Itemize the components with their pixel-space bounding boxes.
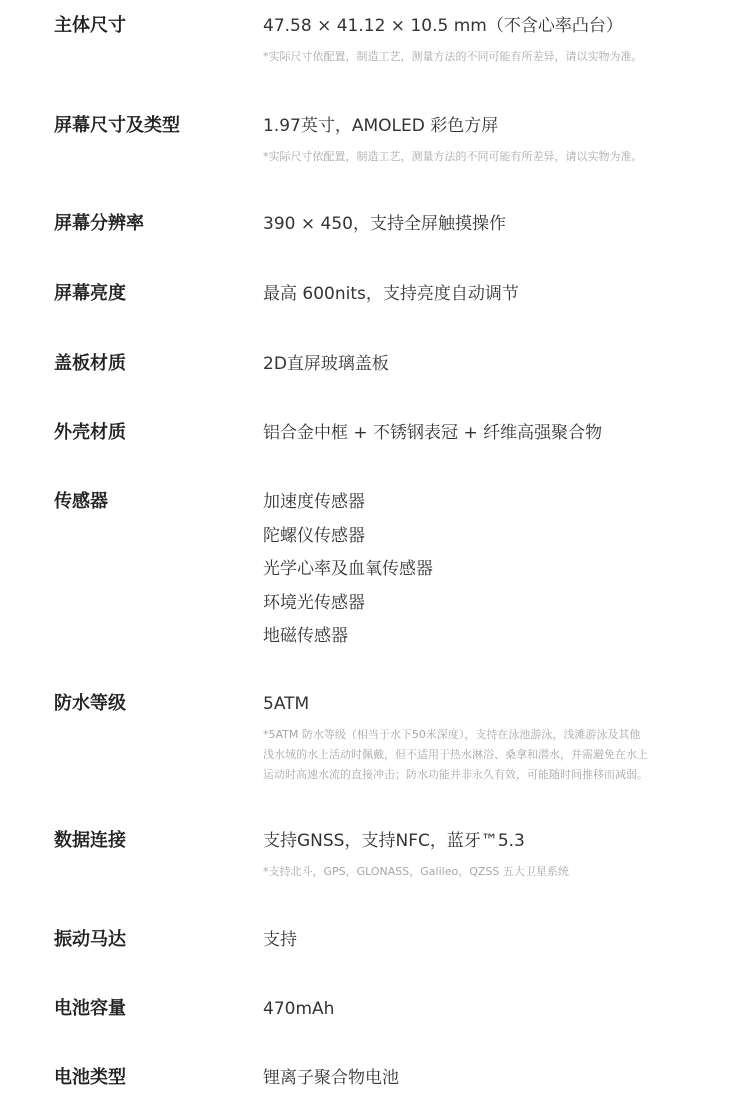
spec-value-block — [263, 353, 703, 375]
spec-label: 传感器 — [54, 491, 108, 512]
spec-label: 外壳材质 — [54, 422, 126, 443]
sensor-item: 加速度传感器 — [263, 492, 365, 512]
spec-value-block — [263, 283, 703, 305]
spec-value-block — [263, 1067, 703, 1089]
spec-label: 防水等级 — [54, 693, 126, 714]
spec-value-block — [263, 422, 703, 444]
spec-value: 铝合金中框 + 不锈钢表冠 + 纤维高强聚合物 — [263, 423, 603, 443]
spec-value: 2D直屏玻璃盖板 — [263, 354, 389, 374]
sensor-item: 环境光传感器 — [263, 592, 365, 613]
sensor-item: 光学心率及血氧传感器 — [263, 559, 433, 579]
spec-value: 390 × 450，支持全屏触摸操作 — [263, 214, 506, 234]
spec-value: 1.97英寸，AMOLED 彩色方屏 — [263, 116, 499, 136]
spec-value-list — [263, 491, 703, 659]
spec-label: 电池容量 — [54, 998, 126, 1019]
sensor-item: 地磁传感器 — [263, 626, 348, 646]
spec-value: 5ATM — [263, 694, 310, 714]
spec-note: *支持北斗，GPS，GLONASS，Galileo，QZSS 五大卫星系统 — [263, 865, 569, 878]
spec-label: 振动马达 — [54, 929, 126, 950]
spec-label: 电池类型 — [54, 1067, 126, 1088]
spec-value-block — [263, 693, 703, 785]
spec-label: 主体尺寸 — [54, 15, 126, 36]
spec-value-block — [263, 998, 703, 1020]
spec-value: 支持 — [263, 930, 297, 950]
spec-label: 屏幕尺寸及类型 — [54, 115, 180, 136]
spec-value-block — [263, 830, 703, 882]
spec-value: 支持GNSS，支持NFC，蓝牙™5.3 — [263, 831, 525, 851]
spec-label: 数据连接 — [54, 830, 126, 851]
spec-value: 最高 600nits，支持亮度自动调节 — [263, 284, 519, 304]
spec-label: 盖板材质 — [54, 353, 126, 374]
spec-label: 屏幕分辨率 — [54, 213, 144, 234]
spec-value-block — [263, 115, 703, 167]
spec-note: *实际尺寸依配置，制造工艺，测量方法的不同可能有所差异，请以实物为准。 — [263, 50, 643, 63]
spec-value-block — [263, 929, 703, 951]
spec-note: *5ATM 防水等级（相当于水下50米深度），支持在泳池游泳，浅滩游泳及其他 浅水域的水上活动时佩戴，但不适用于热水淋浴、桑拿和潜水，并需避免在水上 运动时高速水流的直接冲击；防水功能并非永久有效，可能随时间推移而减弱。 — [263, 728, 648, 781]
spec-value-block — [263, 213, 703, 235]
sensor-item: 陀螺仪传感器 — [263, 525, 365, 546]
spec-value: 锂离子聚合物电池 — [263, 1068, 399, 1088]
spec-note: *实际尺寸依配置，制造工艺，测量方法的不同可能有所差异，请以实物为准。 — [263, 150, 643, 163]
spec-value-block — [263, 15, 703, 67]
spec-label: 屏幕亮度 — [54, 283, 126, 304]
spec-value: 47.58 × 41.12 × 10.5 mm（不含心率凸台） — [263, 16, 623, 36]
spec-value: 470mAh — [263, 999, 335, 1019]
